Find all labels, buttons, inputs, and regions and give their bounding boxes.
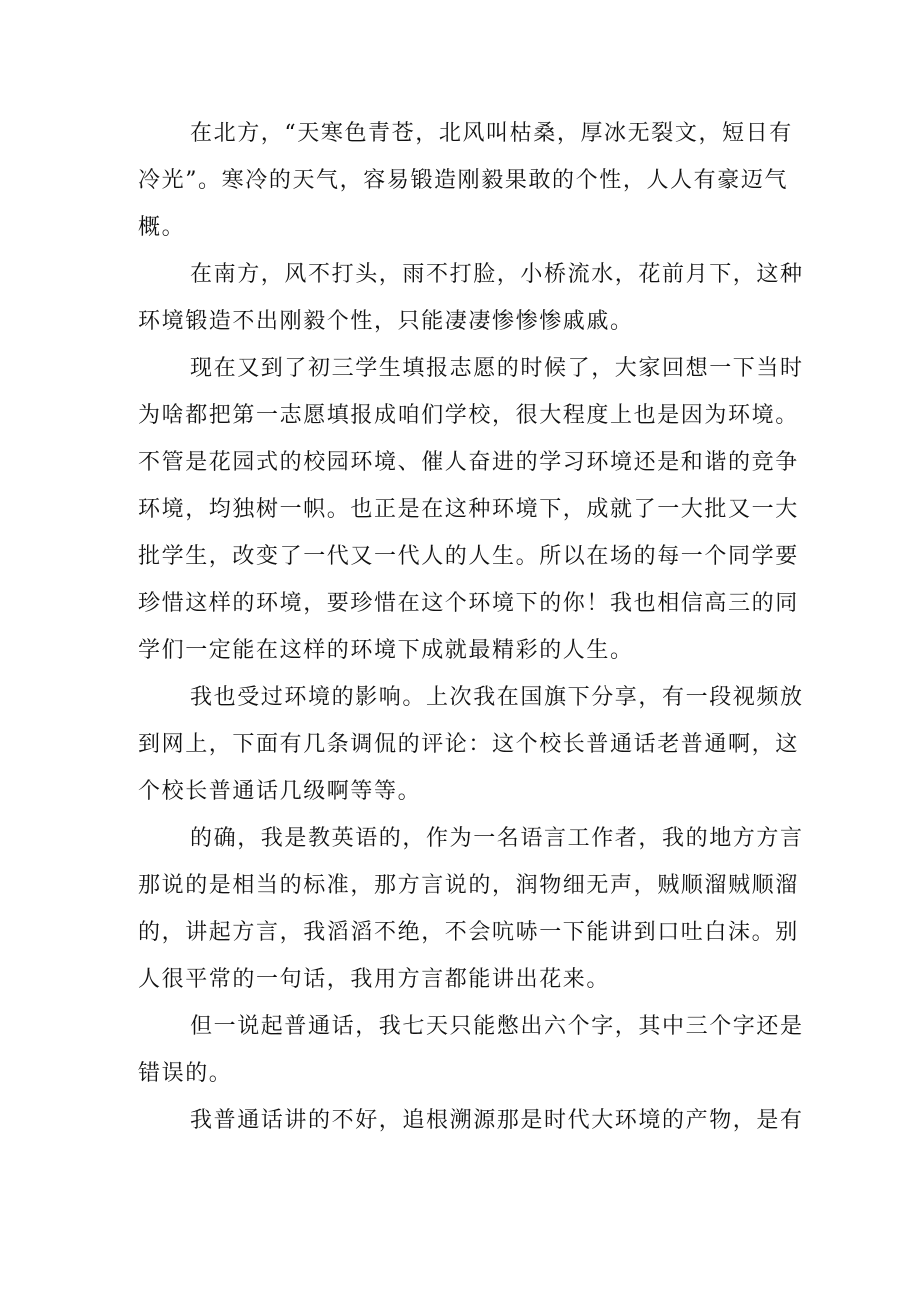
text-line: 批学生，改变了一代又一代人的人生。所以在场的每一个同学要	[138, 544, 799, 569]
text-line: 到网上，下面有几条调侃的评论：这个校长普通话老普通啊，这	[138, 732, 799, 757]
text-line: 珍惜这样的环境，要珍惜在这个环境下的你！我也相信高三的同	[138, 591, 799, 616]
text-line: 冷光”。寒冷的天气，容易锻造刚毅果敢的个性，人人有豪迈气	[138, 168, 789, 193]
text-line: 但一说起普通话，我七天只能憋出六个字，其中三个字还是	[190, 1014, 804, 1039]
text-line: 错误的。	[138, 1061, 233, 1086]
text-line: 的，讲起方言，我滔滔不绝，不会吭哧一下能讲到口吐白沫。别	[138, 920, 799, 945]
text-line: 为啥都把第一志愿填报成咱们学校，很大程度上也是因为环境。	[138, 403, 799, 428]
text-line: 学们一定能在这样的环境下成就最精彩的人生。	[138, 638, 634, 663]
text-line: 环境锻造不出刚毅个性，只能凄凄惨惨惨戚戚。	[138, 309, 634, 334]
text-line: 个校长普通话几级啊等等。	[138, 779, 422, 804]
text-line: 的确，我是教英语的，作为一名语言工作者，我的地方方言	[190, 826, 804, 851]
text-line: 概。	[138, 215, 186, 240]
text-line: 我也受过环境的影响。上次我在国旗下分享，有一段视频放	[190, 685, 804, 710]
text-line: 现在又到了初三学生填报志愿的时候了，大家回想一下当时	[190, 356, 804, 381]
text-line: 我普通话讲的不好，追根溯源那是时代大环境的产物，是有	[190, 1108, 804, 1133]
text-line: 人很平常的一句话，我用方言都能讲出花来。	[138, 967, 611, 992]
document-body	[138, 110, 804, 1144]
text-line: 那说的是相当的标准，那方言说的，润物细无声，贼顺溜贼顺溜	[138, 873, 799, 898]
text-line: 环境，均独树一帜。也正是在这种环境下，成就了一大批又一大	[138, 497, 799, 522]
text-line: 在南方，风不打头，雨不打脸，小桥流水，花前月下，这种	[190, 262, 804, 287]
text-line: 不管是花园式的校园环境、催人奋进的学习环境还是和谐的竞争	[138, 450, 799, 475]
text-line: 在北方，“天寒色青苍，北风叫枯桑，厚冰无裂文，短日有	[190, 121, 793, 146]
